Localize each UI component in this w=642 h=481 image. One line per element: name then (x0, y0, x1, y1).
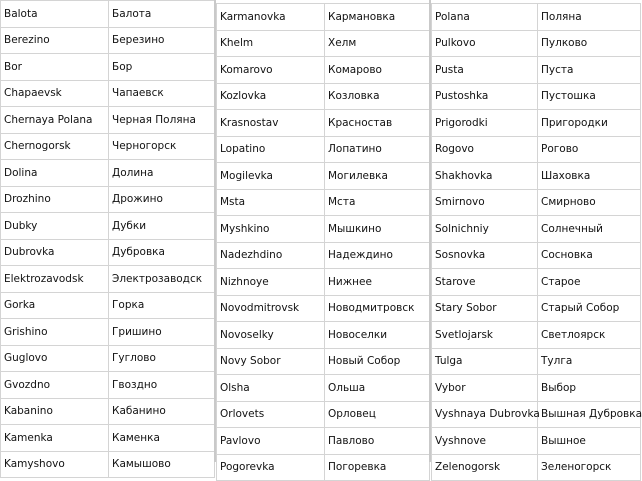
latin-name-cell: Zelenogorsk (432, 454, 538, 481)
latin-name-cell: Lopatino (217, 136, 325, 163)
table-row (432, 348, 641, 375)
table-row (1, 107, 215, 134)
table-row (432, 189, 641, 216)
latin-name-cell: Gvozdno (1, 372, 109, 399)
latin-name-cell: Mogilevka (217, 163, 325, 190)
latin-name-cell: Dubrovka (1, 239, 109, 266)
table-panel-2 (216, 0, 429, 474)
latin-name-cell: Pustoshka (432, 83, 538, 110)
latin-name-cell: Stary Sobor (432, 295, 538, 322)
latin-name-cell: Rogovo (432, 136, 538, 163)
latin-name-cell: Pusta (432, 57, 538, 84)
cyrillic-name-cell: Светлоярск (538, 322, 641, 349)
table-row (1, 451, 215, 478)
latin-name-cell: Nadezhdino (217, 242, 325, 269)
table-row (1, 80, 215, 107)
latin-name-cell: Msta (217, 189, 325, 216)
cyrillic-name-cell: Дубровка (109, 239, 215, 266)
cyrillic-name-cell: Балота (109, 1, 215, 28)
cyrillic-name-cell: Бор (109, 54, 215, 81)
table-row (432, 428, 641, 455)
cyrillic-name-cell: Зеленогорск (538, 454, 641, 481)
latin-name-cell: Balota (1, 1, 109, 28)
latin-name-cell: Smirnovo (432, 189, 538, 216)
latin-name-cell: Karmanovka (217, 4, 325, 31)
table-row (432, 136, 641, 163)
latin-name-cell: Olsha (217, 375, 325, 402)
cyrillic-name-cell: Кармановка (325, 4, 430, 31)
latin-name-cell: Myshkino (217, 216, 325, 243)
latin-name-cell: Tulga (432, 348, 538, 375)
cyrillic-name-cell: Погоревка (325, 454, 430, 481)
latin-name-cell: Chapaevsk (1, 80, 109, 107)
table-row (1, 345, 215, 372)
latin-name-cell: Sosnovka (432, 242, 538, 269)
latin-name-cell: Prigorodki (432, 110, 538, 137)
cyrillic-name-cell: Долина (109, 160, 215, 187)
table-row (432, 375, 641, 402)
place-names-table-1 (0, 0, 215, 478)
table-row (217, 136, 430, 163)
table-row (1, 160, 215, 187)
cyrillic-name-cell: Новоселки (325, 322, 430, 349)
table-row (217, 110, 430, 137)
latin-name-cell: Guglovo (1, 345, 109, 372)
cyrillic-name-cell: Вышная Дубровка (538, 401, 641, 428)
cyrillic-name-cell: Смирново (538, 189, 641, 216)
table-row (217, 428, 430, 455)
table-row (1, 292, 215, 319)
table-row (217, 83, 430, 110)
table-row (217, 242, 430, 269)
latin-name-cell: Novoselky (217, 322, 325, 349)
table-row (217, 348, 430, 375)
cyrillic-name-cell: Шаховка (538, 163, 641, 190)
table-row (217, 322, 430, 349)
latin-name-cell: Starove (432, 269, 538, 296)
latin-name-cell: Chernaya Polana (1, 107, 109, 134)
latin-name-cell: Berezino (1, 27, 109, 54)
table-row (432, 83, 641, 110)
latin-name-cell: Novodmitrovsk (217, 295, 325, 322)
cyrillic-name-cell: Гришино (109, 319, 215, 346)
latin-name-cell: Pogorevka (217, 454, 325, 481)
cyrillic-name-cell: Пустошка (538, 83, 641, 110)
table-row (1, 266, 215, 293)
table-row (1, 425, 215, 452)
table-row (217, 216, 430, 243)
latin-name-cell: Kozlovka (217, 83, 325, 110)
latin-name-cell: Nizhnoye (217, 269, 325, 296)
table-row (217, 163, 430, 190)
cyrillic-name-cell: Хелм (325, 30, 430, 57)
cyrillic-name-cell: Выбор (538, 375, 641, 402)
cyrillic-name-cell: Пуста (538, 57, 641, 84)
table-row (217, 454, 430, 481)
table-panel-1 (0, 0, 214, 471)
cyrillic-name-cell: Черногорск (109, 133, 215, 160)
latin-name-cell: Pavlovo (217, 428, 325, 455)
latin-name-cell: Chernogorsk (1, 133, 109, 160)
table-row (432, 454, 641, 481)
latin-name-cell: Dolina (1, 160, 109, 187)
table-row (217, 375, 430, 402)
latin-name-cell: Pulkovo (432, 30, 538, 57)
cyrillic-name-cell: Надеждино (325, 242, 430, 269)
cyrillic-name-cell: Нижнее (325, 269, 430, 296)
table-row (1, 27, 215, 54)
cyrillic-name-cell: Каменка (109, 425, 215, 452)
cyrillic-name-cell: Могилевка (325, 163, 430, 190)
table-row (1, 1, 215, 28)
table-row (217, 57, 430, 84)
latin-name-cell: Orlovets (217, 401, 325, 428)
cyrillic-name-cell: Ольша (325, 375, 430, 402)
latin-name-cell: Bor (1, 54, 109, 81)
cyrillic-name-cell: Пригородки (538, 110, 641, 137)
latin-name-cell: Komarovo (217, 57, 325, 84)
table-row (1, 239, 215, 266)
place-names-table-2 (216, 3, 430, 481)
table-row (217, 269, 430, 296)
cyrillic-name-cell: Вышное (538, 428, 641, 455)
table-row (432, 242, 641, 269)
table-row (217, 4, 430, 31)
latin-name-cell: Elektrozavodsk (1, 266, 109, 293)
cyrillic-name-cell: Пулково (538, 30, 641, 57)
table-row (432, 163, 641, 190)
cyrillic-name-cell: Мста (325, 189, 430, 216)
cyrillic-name-cell: Комарово (325, 57, 430, 84)
place-names-table-3 (431, 3, 641, 481)
table-row (217, 295, 430, 322)
cyrillic-name-cell: Новый Собор (325, 348, 430, 375)
table-row (1, 186, 215, 213)
latin-name-cell: Vyshnove (432, 428, 538, 455)
latin-name-cell: Solnichniy (432, 216, 538, 243)
table-row (432, 4, 641, 31)
latin-name-cell: Polana (432, 4, 538, 31)
cyrillic-name-cell: Дрожино (109, 186, 215, 213)
table-row (1, 213, 215, 240)
cyrillic-name-cell: Березино (109, 27, 215, 54)
table-row (432, 269, 641, 296)
cyrillic-name-cell: Новодмитровск (325, 295, 430, 322)
table-row (217, 30, 430, 57)
latin-name-cell: Novy Sobor (217, 348, 325, 375)
cyrillic-name-cell: Солнечный (538, 216, 641, 243)
cyrillic-name-cell: Козловка (325, 83, 430, 110)
latin-name-cell: Gorka (1, 292, 109, 319)
cyrillic-name-cell: Гвоздно (109, 372, 215, 399)
latin-name-cell: Grishino (1, 319, 109, 346)
table-row (217, 401, 430, 428)
latin-name-cell: Kamenka (1, 425, 109, 452)
latin-name-cell: Vybor (432, 375, 538, 402)
cyrillic-name-cell: Сосновка (538, 242, 641, 269)
latin-name-cell: Svetlojarsk (432, 322, 538, 349)
table-row (432, 216, 641, 243)
table-row (1, 372, 215, 399)
table-row (432, 295, 641, 322)
latin-name-cell: Kabanino (1, 398, 109, 425)
table-row (432, 57, 641, 84)
cyrillic-name-cell: Горка (109, 292, 215, 319)
cyrillic-name-cell: Кабанино (109, 398, 215, 425)
latin-name-cell: Drozhino (1, 186, 109, 213)
latin-name-cell: Kamyshovo (1, 451, 109, 478)
table-row (1, 398, 215, 425)
latin-name-cell: Dubky (1, 213, 109, 240)
latin-name-cell: Khelm (217, 30, 325, 57)
table-row (1, 319, 215, 346)
table-row (432, 110, 641, 137)
cyrillic-name-cell: Красностав (325, 110, 430, 137)
cyrillic-name-cell: Старое (538, 269, 641, 296)
table-row (1, 54, 215, 81)
latin-name-cell: Vyshnaya Dubrovka (432, 401, 538, 428)
table-panel-3 (431, 0, 642, 474)
table-row (217, 189, 430, 216)
table-row (432, 30, 641, 57)
cyrillic-name-cell: Старый Собор (538, 295, 641, 322)
cyrillic-name-cell: Орловец (325, 401, 430, 428)
cyrillic-name-cell: Мышкино (325, 216, 430, 243)
cyrillic-name-cell: Камышово (109, 451, 215, 478)
cyrillic-name-cell: Чапаевск (109, 80, 215, 107)
latin-name-cell: Krasnostav (217, 110, 325, 137)
cyrillic-name-cell: Дубки (109, 213, 215, 240)
cyrillic-name-cell: Гуглово (109, 345, 215, 372)
cyrillic-name-cell: Лопатино (325, 136, 430, 163)
cyrillic-name-cell: Электрозаводск (109, 266, 215, 293)
cyrillic-name-cell: Черная Поляна (109, 107, 215, 134)
cyrillic-name-cell: Поляна (538, 4, 641, 31)
cyrillic-name-cell: Рогово (538, 136, 641, 163)
cyrillic-name-cell: Павлово (325, 428, 430, 455)
table-row (432, 401, 641, 428)
latin-name-cell: Shakhovka (432, 163, 538, 190)
table-row (432, 322, 641, 349)
cyrillic-name-cell: Тулга (538, 348, 641, 375)
table-row (1, 133, 215, 160)
